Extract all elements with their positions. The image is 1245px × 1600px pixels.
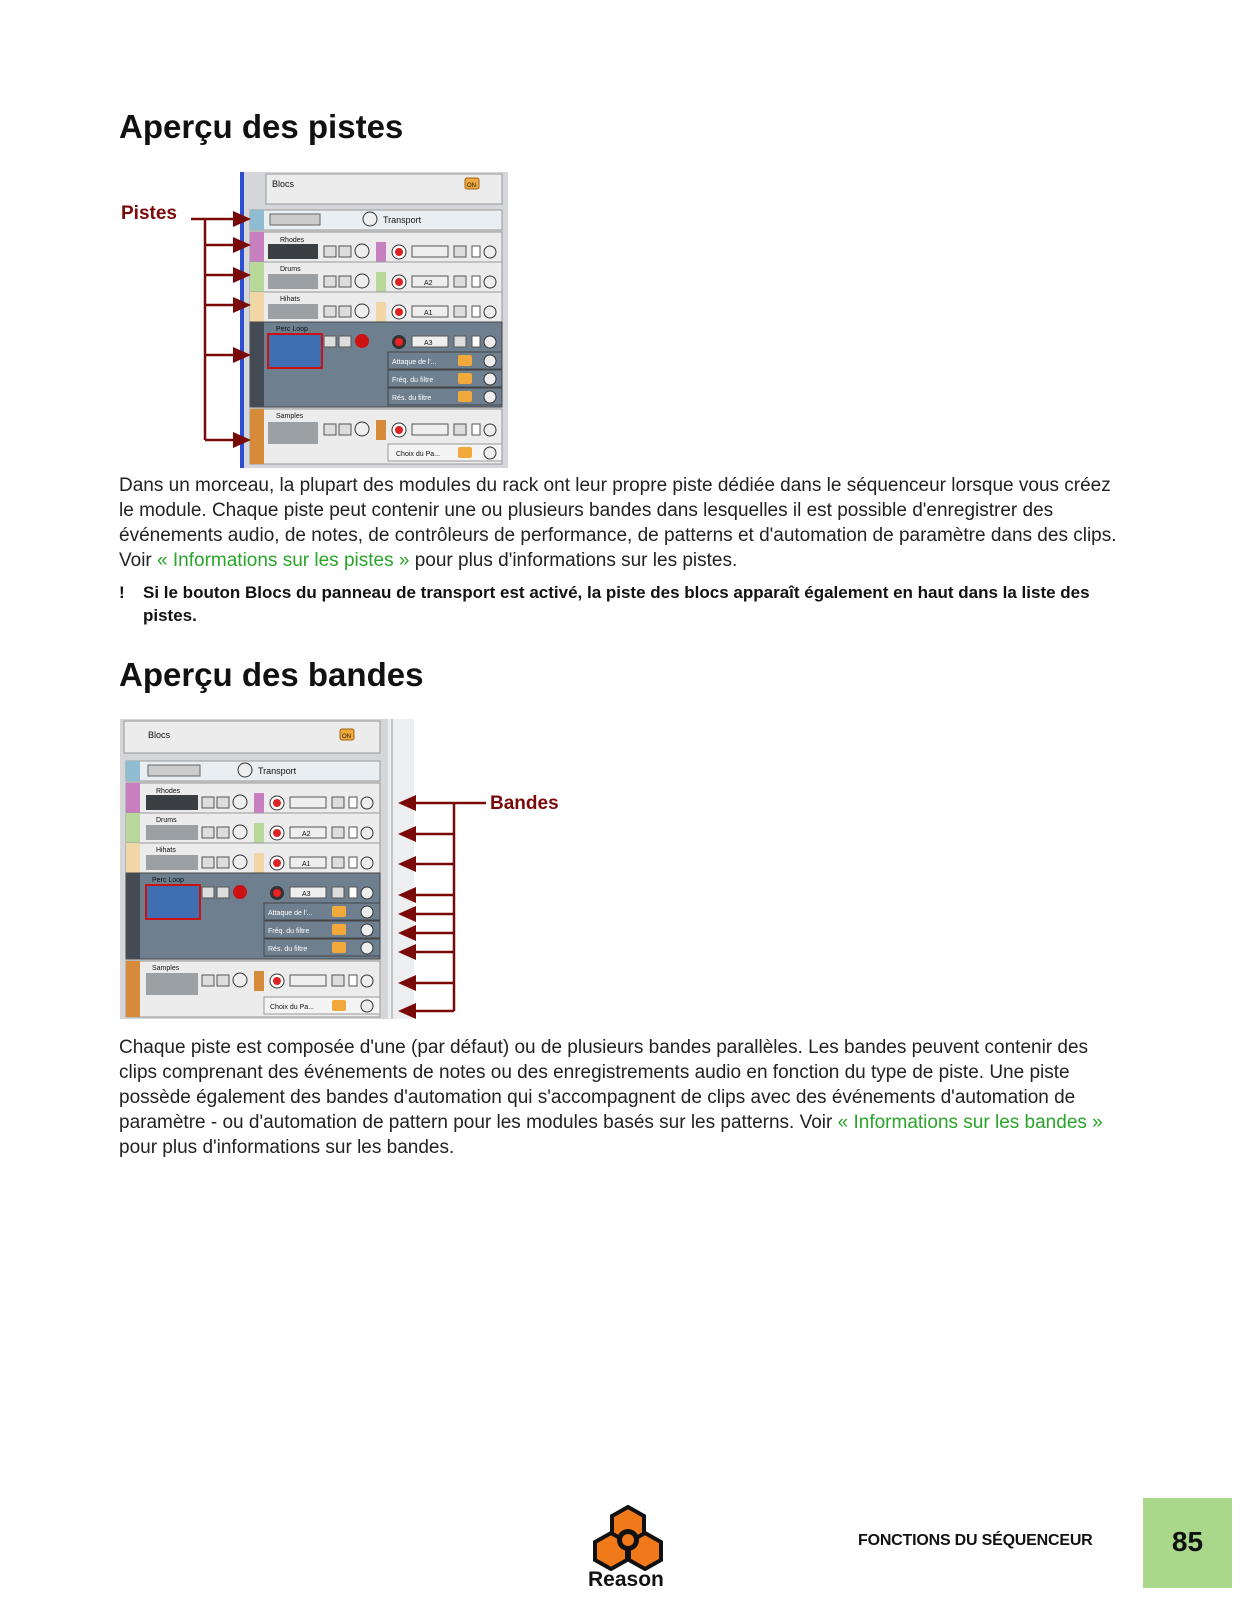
- track-name: Rhodes: [280, 237, 305, 244]
- lane-select: A1: [302, 861, 311, 868]
- callout-bandes: Bandes: [490, 793, 559, 814]
- page-number-box: [1143, 1498, 1232, 1588]
- automation-lane: Choix du Pa...: [270, 1004, 314, 1011]
- note-marker: !: [119, 583, 125, 602]
- automation-lane: Attaque de l'...: [268, 910, 313, 917]
- automation-lane: Rés. du filtre: [268, 946, 308, 953]
- section-heading-bandes: Aperçu des bandes: [119, 656, 424, 693]
- reason-logo-icon: [593, 1505, 663, 1571]
- track-name: Hihats: [280, 296, 300, 303]
- note-text: Si le bouton Blocs du panneau de transport est activé, la piste des blocs apparaît également en haut dans la liste des pistes.: [143, 583, 1090, 625]
- link-informations-pistes[interactable]: « Informations sur les pistes »: [157, 550, 410, 571]
- automation-lane: Attaque de l'...: [392, 359, 437, 366]
- track-name: Perc Loop: [152, 877, 184, 884]
- lanes-image: [120, 719, 414, 1019]
- page-number: 85: [1171, 1526, 1204, 1557]
- blocks-on-badge: ON: [467, 183, 476, 189]
- lane-select: A1: [424, 310, 433, 317]
- blocks-on-badge: ON: [342, 734, 351, 740]
- track-list-screenshot: [240, 172, 508, 468]
- paragraph-text: Chaque piste est composée d'une (par défaut) ou de plusieurs bandes parallèles. Les bandes peuvent contenir des clips comprenant des événements de notes ou des enregistrements audio en fonction du type de piste. Une piste possède également des bandes d'automation qui s'accompagnent de clips avec des événements d'automation de paramètre - ou d'automation de pattern pour les modules basés sur les patterns. Voir: [119, 1037, 1089, 1133]
- paragraph-text: pour plus d'informations sur les pistes.: [409, 550, 738, 571]
- note-blocs: [119, 581, 1129, 627]
- automation-lane: Rés. du filtre: [392, 395, 432, 402]
- automation-lane: Fréq. du filtre: [268, 928, 310, 935]
- transport-label: Transport: [383, 215, 422, 225]
- link-informations-bandes[interactable]: « Informations sur les bandes »: [837, 1112, 1103, 1133]
- section-heading-pistes: Aperçu des pistes: [119, 108, 404, 145]
- track-name: Rhodes: [156, 788, 181, 795]
- automation-lane: Choix du Pa...: [396, 451, 440, 458]
- footer-chapter-title: FONCTIONS DU SÉQUENCEUR: [858, 1532, 1093, 1549]
- bandes-arrows: [394, 793, 494, 1025]
- track-name: Drums: [280, 266, 301, 273]
- lanes-screenshot: [120, 719, 414, 1019]
- track-name: Hihats: [156, 847, 176, 854]
- lane-select: A2: [424, 280, 433, 287]
- blocks-label: Blocs: [272, 179, 295, 189]
- pistes-arrows: [185, 205, 265, 450]
- paragraph-text: pour plus d'informations sur les bandes.: [119, 1137, 455, 1158]
- reason-logo-text: Reason: [588, 1568, 664, 1591]
- track-list-image: [240, 172, 508, 468]
- transport-label: Transport: [258, 766, 297, 776]
- automation-lane: Fréq. du filtre: [392, 377, 434, 384]
- paragraph-pistes: [119, 473, 1129, 573]
- track-name: Samples: [276, 413, 304, 420]
- track-name: Samples: [152, 965, 180, 972]
- lane-select: A3: [424, 340, 433, 347]
- track-name: Perc Loop: [276, 326, 308, 333]
- track-name: Drums: [156, 817, 177, 824]
- paragraph-text: Dans un morceau, la plupart des modules du rack ont leur propre piste dédiée dans le séquenceur lorsque vous créez le module. Chaque piste peut contenir une ou plusieurs bandes dans lesquelles il est possible d'enregistrer des événements audio, de notes, de contrôleurs de performance, de patterns et d'automation de paramètre dans des clips. Voir: [119, 475, 1117, 571]
- paragraph-bandes: [119, 1035, 1129, 1160]
- lane-select: A3: [302, 891, 311, 898]
- callout-pistes: Pistes: [121, 203, 177, 224]
- lane-select: A2: [302, 831, 311, 838]
- blocks-label: Blocs: [148, 730, 171, 740]
